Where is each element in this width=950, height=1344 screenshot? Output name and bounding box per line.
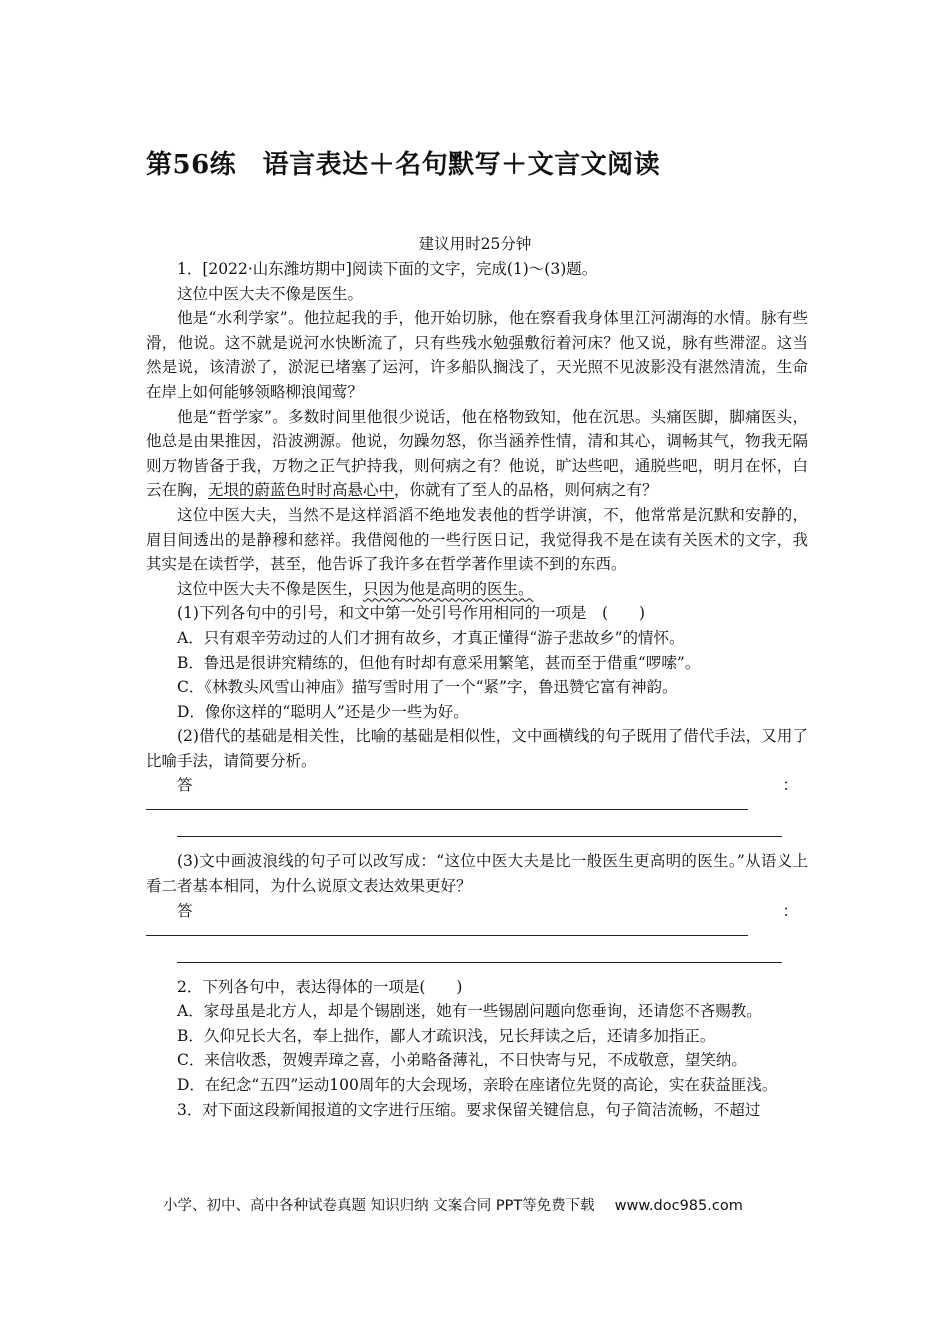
answer-label: 答 bbox=[177, 901, 193, 920]
passage-para-3-text-b: ，你就有了至人的品格，则何病之有？ bbox=[394, 481, 658, 500]
q2-stem: 2．下列各句中，表达得体的一项是( ) bbox=[177, 977, 463, 996]
q1-sub1-option-b: B．鲁迅是很讲究精练的，但他有时却有意采用繁笔，甚而至于借重“啰嗦”。 bbox=[177, 653, 701, 672]
wavy-underlined-sentence: 只因为他是高明的医生。 bbox=[363, 579, 534, 598]
passage-para-5-text: 这位中医大夫不像是医生， bbox=[177, 579, 364, 598]
q1-sub1-option-a: A．只有艰辛劳动过的人们才拥有故乡，才真正懂得“游子悲故乡”的情怀。 bbox=[177, 628, 685, 647]
q2-option-b: B．久仰兄长大名，奉上拙作，鄙人才疏识浅，兄长拜读之后，还请多加指正。 bbox=[177, 1026, 716, 1045]
q1-sub1: (1)下列各句中的引号，和文中第一处引号作用相同的一项是 ( ) bbox=[177, 604, 646, 623]
footer-url[interactable]: www.doc985.com bbox=[614, 1198, 743, 1214]
q1-sub1-option-d: D．像你这样的“聪明人”还是少一些为好。 bbox=[177, 702, 469, 721]
answer-label: 答 bbox=[177, 776, 193, 795]
passage-para-3 bbox=[146, 405, 808, 503]
q1-sub3: (3)文中画波浪线的句子可以改写成：“这位中医大夫是比一般医生更高明的医生。”从语义上看二者基本相同，为什么说原文表达效果更好？ bbox=[146, 852, 808, 896]
q2-option-c: C．来信收悉，贺嫂弄璋之喜，小弟略备薄礼，不日快寄与兄，不成敬意，望笑纳。 bbox=[177, 1051, 747, 1070]
passage-para-3-text-a: 他是“哲学家”。多数时间里他很少说话，他在格物致知，他在沉思。头痛医脚，脚痛医头，他总是由果推因，沿波溯源。他说，勿躁勿怒，你当涵养性情，清和其心，调畅其气，物我无隔则万物皆备于我，万物之正气护持我，则何病之有？他说，旷达些吧，通脱些吧，明月在怀，白云在胸， bbox=[146, 407, 808, 500]
passage-para-4: 这位中医大夫，当然不是这样滔滔不绝地发表他的哲学讲演，不，他常常是沉默和安静的，眉目间透出的是静穆和慈祥。我借阅他的一些行医日记，我觉得我不是在读有关医术的文字，我其实是在读哲学，甚至，他告诉了我许多在哲学著作里读不到的东西。 bbox=[146, 505, 808, 574]
answer-colon: ： bbox=[782, 776, 798, 795]
q1-sub2-answer-line-1 bbox=[146, 809, 748, 810]
q1-sub3-answer-line-1 bbox=[146, 935, 748, 936]
q1-sub2-answer-label bbox=[146, 773, 808, 798]
footer-banner bbox=[163, 1194, 743, 1215]
q1-stem: 1．[2022·山东潍坊期中]阅读下面的文字，完成(1)～(3)题。 bbox=[177, 260, 598, 278]
passage-para-5 bbox=[146, 577, 808, 602]
q1-sub3-answer-label bbox=[146, 899, 808, 924]
passage-para-1: 这位中医大夫不像是医生。 bbox=[177, 284, 364, 303]
q2-option-a: A．家母虽是北方人，却是个锡剧迷，她有一些锡剧问题向您垂询，还请您不吝赐教。 bbox=[177, 1002, 762, 1021]
footer-text: 小学、初中、高中各种试卷真题 知识归纳 文案合同 PPT等免费下载 bbox=[163, 1198, 595, 1214]
q3-stem: 3．对下面这段新闻报道的文字进行压缩。要求保留关键信息，句子简洁流畅，不超过 bbox=[177, 1100, 761, 1119]
q1-sub2: (2)借代的基础是相关性，比喻的基础是相似性，文中画横线的句子既用了借代手法，又用了比喻手法，请简要分析。 bbox=[146, 727, 808, 770]
q1-sub1-option-c: C．《林教头风雪山神庙》描写雪时用了一个“紧”字，鲁迅赞它富有神韵。 bbox=[177, 678, 678, 697]
underlined-sentence: 无垠的蔚蓝色时时高悬心中 bbox=[208, 481, 395, 500]
q2-option-d: D．在纪念“五四”运动100周年的大会现场，亲聆在座诸位先贤的高论，实在获益匪浅。 bbox=[177, 1076, 778, 1095]
page-title: 第56练 语言表达＋名句默写＋文言文阅读 bbox=[146, 150, 661, 180]
suggested-time: 建议用时25分钟 bbox=[418, 235, 532, 253]
exercise-body bbox=[146, 257, 808, 1122]
passage-para-2: 他是“水利学家”。他拉起我的手，他开始切脉，他在察看我身体里江河湖海的水情。脉有些滑，他说。这不就是说河水快断流了，只有些残水勉强敷衍着河床？他又说，脉有些滞涩。这当然是说，该清淤了，淤泥已堵塞了运河，许多船队搁浅了，天光照不见波影没有湛然清流，生命在岸上如何能够领略柳浪闻莺？ bbox=[146, 309, 808, 401]
answer-colon: ： bbox=[782, 901, 798, 920]
